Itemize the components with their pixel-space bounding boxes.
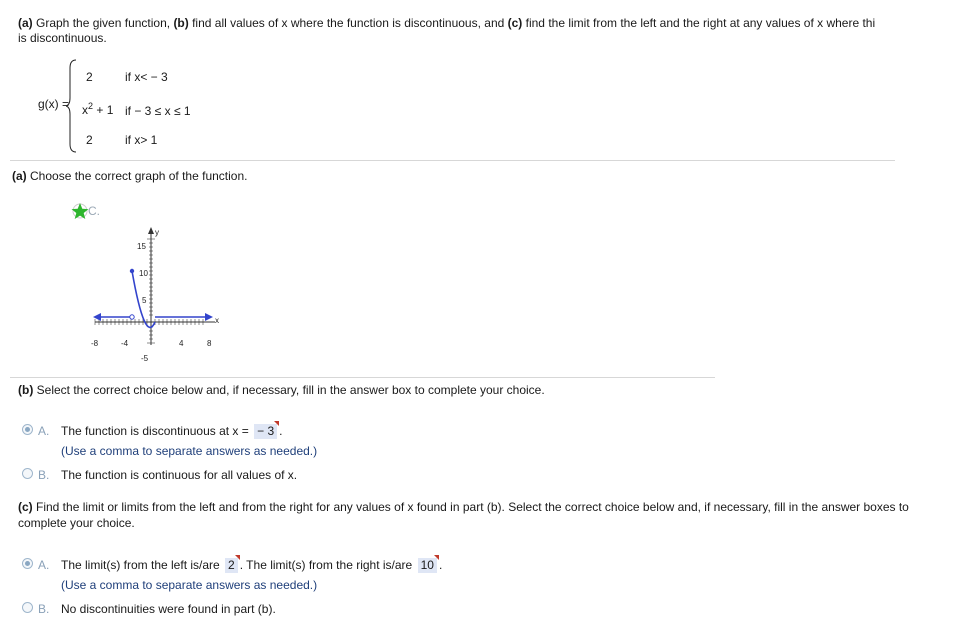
- part-c-text: Find the limit or limits from the left and from the right for any values of x found in part (b). Select the correct choice below and, if necessary, fill in the answer boxes to: [32, 500, 909, 514]
- part-a-text: Choose the correct graph of the function.: [26, 169, 248, 183]
- case-2-rest: + 1: [93, 103, 114, 117]
- question-text-c: find the limit from the left and the right at any values of x where thi: [522, 16, 876, 30]
- part-c-option-b-radio[interactable]: [22, 602, 33, 613]
- part-b-option-b-text[interactable]: The function is continuous for all values of x.: [61, 468, 298, 482]
- function-graph: [85, 225, 225, 365]
- right-limit-value: 10: [420, 558, 434, 572]
- y-tick-neg5: -5: [141, 354, 149, 363]
- piecewise-brace: [66, 58, 80, 154]
- y-axis-label: y: [155, 228, 159, 237]
- part-b-option-b-radio[interactable]: [22, 468, 33, 479]
- part-c-prefix: (c): [507, 16, 523, 30]
- part-a-instruction: [12, 169, 247, 183]
- x-tick-4: 4: [179, 339, 184, 348]
- divider-b: [10, 377, 715, 378]
- answer-flag-icon: [235, 555, 240, 560]
- right-limit-answer-box[interactable]: [418, 558, 437, 573]
- part-b-label: (b): [18, 383, 34, 397]
- part-c-option-a[interactable]: [61, 558, 442, 573]
- part-c-hint: (Use a comma to separate answers as needed.): [61, 578, 318, 592]
- graph-choice: [70, 202, 110, 220]
- case-2-base: x: [82, 103, 88, 117]
- left-limit-value: 2: [228, 558, 235, 572]
- part-b-option-a-end: .: [279, 424, 283, 438]
- part-c-option-a-letter: A.: [38, 558, 50, 572]
- part-c-option-b-letter: B.: [38, 602, 50, 616]
- x-axis-label: x: [215, 316, 219, 325]
- part-b-hint: (Use a comma to separate answers as needed.): [61, 444, 318, 458]
- choice-letter-c: C.: [88, 204, 100, 218]
- right-branch-arrow: [205, 313, 213, 321]
- y-tick-15: 15: [137, 242, 146, 251]
- case-1-expr: 2: [86, 70, 93, 84]
- question-text-line2: is discontinuous.: [18, 31, 107, 45]
- answer-flag-icon: [434, 555, 439, 560]
- part-b-option-a-text: The function is discontinuous at x =: [61, 424, 249, 438]
- part-a-prefix: (a): [18, 16, 33, 30]
- open-endpoint: [130, 315, 134, 319]
- part-a-label: (a): [12, 169, 27, 183]
- part-c-option-a-end: .: [438, 558, 443, 572]
- part-b-option-a-letter: A.: [38, 424, 50, 438]
- part-c-instruction: [18, 500, 909, 514]
- case-2-condition: if − 3 ≤ x ≤ 1: [125, 104, 191, 118]
- part-c-option-a-radio[interactable]: [22, 558, 33, 569]
- part-b-option-a-radio[interactable]: [22, 424, 33, 435]
- x-tick-neg4: -4: [121, 339, 129, 348]
- part-b-option-b-letter: B.: [38, 468, 50, 482]
- part-b-answer-box[interactable]: [254, 424, 277, 439]
- part-c-option-a-text1: The limit(s) from the left is/are: [61, 558, 220, 572]
- y-tick-10: 10: [139, 269, 148, 278]
- y-tick-5: 5: [142, 296, 147, 305]
- function-name: g(x) =: [38, 97, 70, 111]
- case-2-expr: [82, 101, 113, 117]
- question-text: [18, 16, 875, 30]
- part-b-answer-value: − 3: [257, 424, 275, 438]
- part-b-prefix: (b): [173, 16, 189, 30]
- x-tick-neg8: -8: [91, 339, 99, 348]
- part-b-text: Select the correct choice below and, if necessary, fill in the answer box to complete your choice.: [33, 383, 545, 397]
- divider: [10, 160, 895, 161]
- part-b-instruction: [18, 383, 545, 397]
- y-axis-arrow: [148, 227, 154, 234]
- question-text-a: Graph the given function,: [32, 16, 174, 30]
- part-c-option-b-text[interactable]: No discontinuities were found in part (b).: [61, 602, 276, 616]
- closed-endpoint: [130, 269, 134, 273]
- question-text-b: find all values of x where the function is discontinuous, and: [188, 16, 508, 30]
- left-limit-answer-box[interactable]: [225, 558, 238, 573]
- case-3-expr: 2: [86, 133, 93, 147]
- case-1-condition: if x< − 3: [125, 70, 168, 84]
- part-c-option-a-text2: . The limit(s) from the right is/are: [239, 558, 413, 572]
- case-2-exponent: 2: [88, 101, 94, 111]
- left-branch-arrow: [93, 313, 101, 321]
- part-b-option-a[interactable]: [61, 424, 282, 439]
- part-c-label: (c): [18, 500, 33, 514]
- case-3-condition: if x> 1: [125, 133, 158, 147]
- part-c-instruction-line2: complete your choice.: [18, 516, 135, 530]
- x-tick-8: 8: [207, 339, 212, 348]
- answer-flag-icon: [274, 421, 279, 426]
